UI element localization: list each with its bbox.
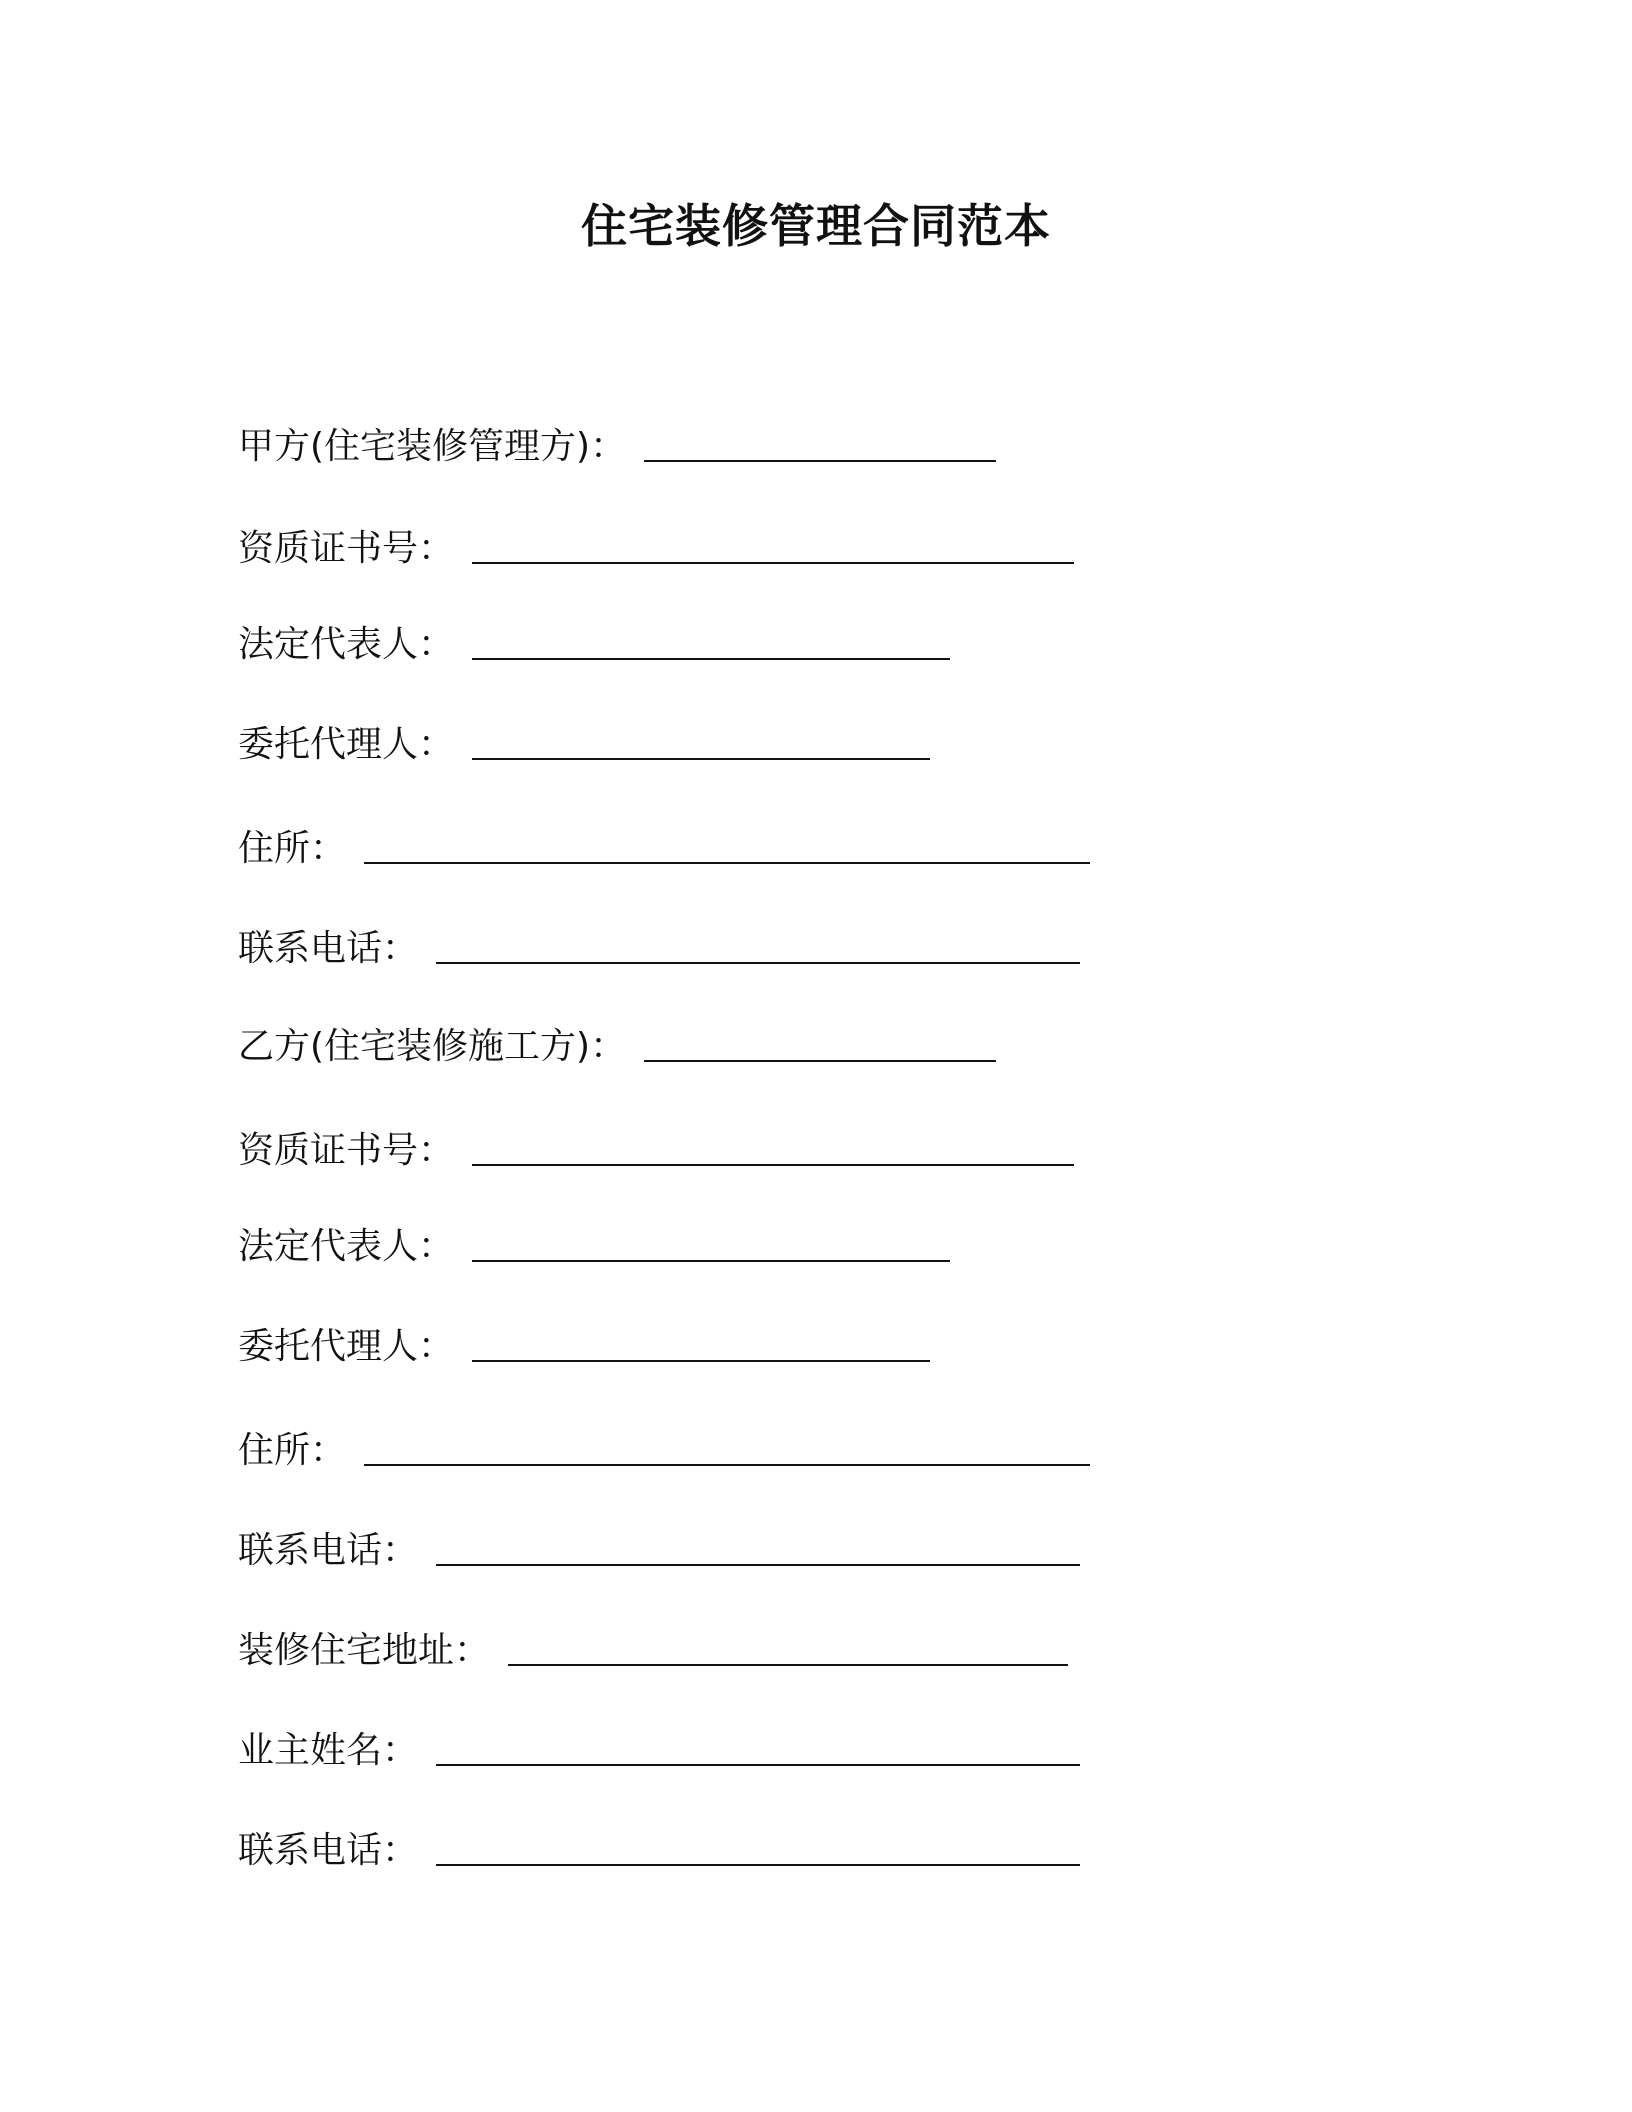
party-a-name-field [238, 420, 996, 470]
fill-in-blank[interactable] [436, 1764, 1080, 1766]
field-label: 甲方(住宅装修管理方)： [238, 426, 627, 467]
fill-in-blank[interactable] [508, 1664, 1068, 1666]
owner-name-field [238, 1724, 1080, 1774]
field-label: 联系电话： [238, 1530, 419, 1571]
party-a-certificate-field [238, 522, 1074, 572]
party-b-agent-field [238, 1320, 930, 1370]
field-label: 委托代理人： [238, 724, 455, 765]
field-label: 联系电话： [238, 1830, 419, 1871]
party-b-phone-field [238, 1524, 1080, 1574]
party-a-phone-field [238, 922, 1080, 972]
party-b-certificate-field [238, 1124, 1074, 1174]
field-label: 法定代表人： [238, 624, 455, 665]
fill-in-blank[interactable] [472, 1360, 930, 1362]
fill-in-blank[interactable] [472, 1164, 1074, 1166]
field-label: 资质证书号： [238, 1130, 455, 1171]
fill-in-blank[interactable] [436, 962, 1080, 964]
fill-in-blank[interactable] [472, 658, 950, 660]
owner-phone-field [238, 1824, 1080, 1874]
fill-in-blank[interactable] [436, 1864, 1080, 1866]
renovation-address-field [238, 1624, 1068, 1674]
field-label: 法定代表人： [238, 1226, 455, 1267]
field-label: 业主姓名： [238, 1730, 419, 1771]
party-b-address-field [238, 1424, 1090, 1474]
party-b-legal-rep-field [238, 1220, 950, 1270]
field-label: 联系电话： [238, 928, 419, 969]
field-label: 资质证书号： [238, 528, 455, 569]
field-label: 委托代理人： [238, 1326, 455, 1367]
fill-in-blank[interactable] [472, 562, 1074, 564]
field-label: 乙方(住宅装修施工方)： [238, 1026, 627, 1067]
document-title: 住宅装修管理合同范本 [581, 199, 1051, 253]
fill-in-blank[interactable] [436, 1564, 1080, 1566]
fill-in-blank[interactable] [472, 758, 930, 760]
fill-in-blank[interactable] [472, 1260, 950, 1262]
field-label: 装修住宅地址： [238, 1630, 491, 1671]
party-a-agent-field [238, 718, 930, 768]
party-a-address-field [238, 822, 1090, 872]
party-b-name-field [238, 1020, 996, 1070]
field-label: 住所： [238, 1430, 347, 1471]
field-label: 住所： [238, 828, 347, 869]
fill-in-blank[interactable] [364, 862, 1090, 864]
fill-in-blank[interactable] [364, 1464, 1090, 1466]
party-a-legal-rep-field [238, 618, 950, 668]
fill-in-blank[interactable] [644, 1060, 996, 1062]
fill-in-blank[interactable] [644, 460, 996, 462]
